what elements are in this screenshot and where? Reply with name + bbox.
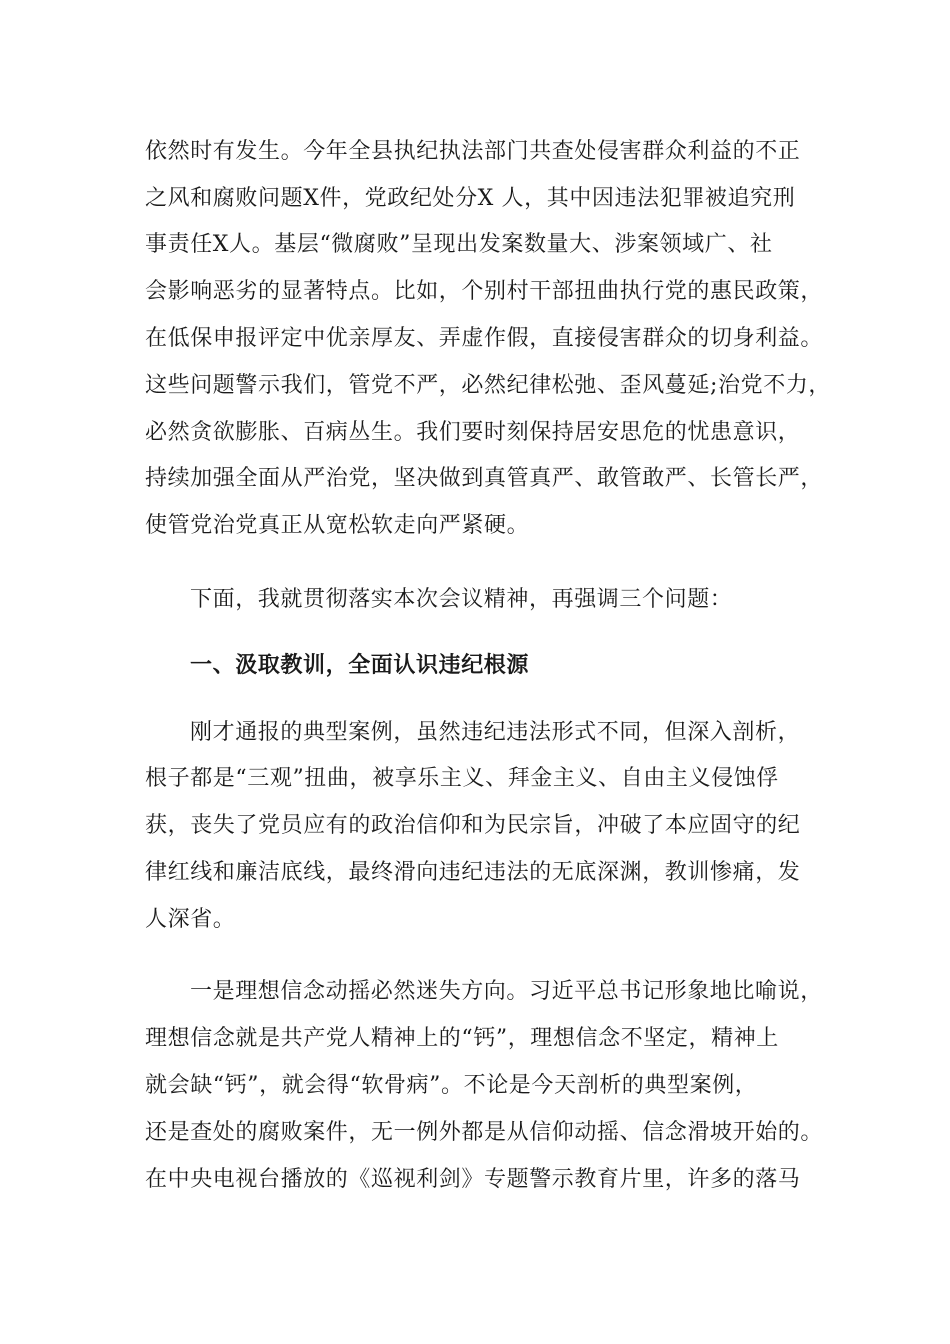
paragraph-line: 在中央电视台播放的《巡视利剑》专题警示教育片里，许多的落马 [145,1167,801,1192]
paragraph-line: 一是理想信念动摇必然迷失方向。习近平总书记形象地比喻说， [190,979,823,1004]
paragraph-line: 必然贪欲膨胀、百病丛生。我们要时刻保持居安思危的忧患意识， [145,420,801,445]
section-heading: 一、汲取教训，全面认识违纪根源 [190,653,530,678]
paragraph-line: 下面，我就贯彻落实本次会议精神，再强调三个问题： [190,587,733,612]
paragraph-line: 依然时有发生。今年全县执纪执法部门共查处侵害群众利益的不正 [145,139,801,164]
paragraph-line: 事责任Ⅹ人。基层“微腐败”呈现出发案数量大、涉案领域广、社 [145,232,773,257]
paragraph-line: 律红线和廉洁底线，最终滑向违纪违法的无底深渊，教训惨痛，发 [145,860,801,885]
paragraph-line: 理想信念就是共产党人精神上的“钙”，理想信念不坚定，精神上 [145,1026,779,1051]
paragraph-line: 根子都是“三观”扭曲，被享乐主义、拜金主义、自由主义侵蚀俘 [145,766,779,791]
paragraph-line: 持续加强全面从严治党，坚决做到真管真严、敢管敢严、长管长严， [145,466,824,491]
paragraph-line: 使管党治党真正从宽松软走向严紧硬。 [145,513,530,538]
paragraph-line: 在低保申报评定中优亲厚友、弄虚作假，直接侵害群众的切身利益。 [145,326,824,351]
paragraph-line: 之风和腐败问题Ⅹ件，党政纪处分Ⅹ 人，其中因违法犯罪被追究刑 [145,186,796,211]
paragraph-line: 这些问题警示我们，管党不严，必然纪律松弛、歪风蔓延;治党不力， [145,373,832,398]
paragraph-line: 就会缺“钙”，就会得“软骨病”。不论是今天剖析的典型案例， [145,1073,758,1098]
paragraph-line: 刚才通报的典型案例，虽然违纪违法形式不同，但深入剖析， [190,720,801,745]
paragraph-line: 获，丧失了党员应有的政治信仰和为民宗旨，冲破了本应固守的纪 [145,813,801,838]
paragraph-line: 人深省。 [145,907,236,932]
paragraph-line: 会影响恶劣的显著特点。比如，个别村干部扭曲执行党的惠民政策， [145,279,824,304]
paragraph-line: 还是查处的腐败案件，无一例外都是从信仰动摇、信念滑坡开始的。 [145,1120,824,1145]
